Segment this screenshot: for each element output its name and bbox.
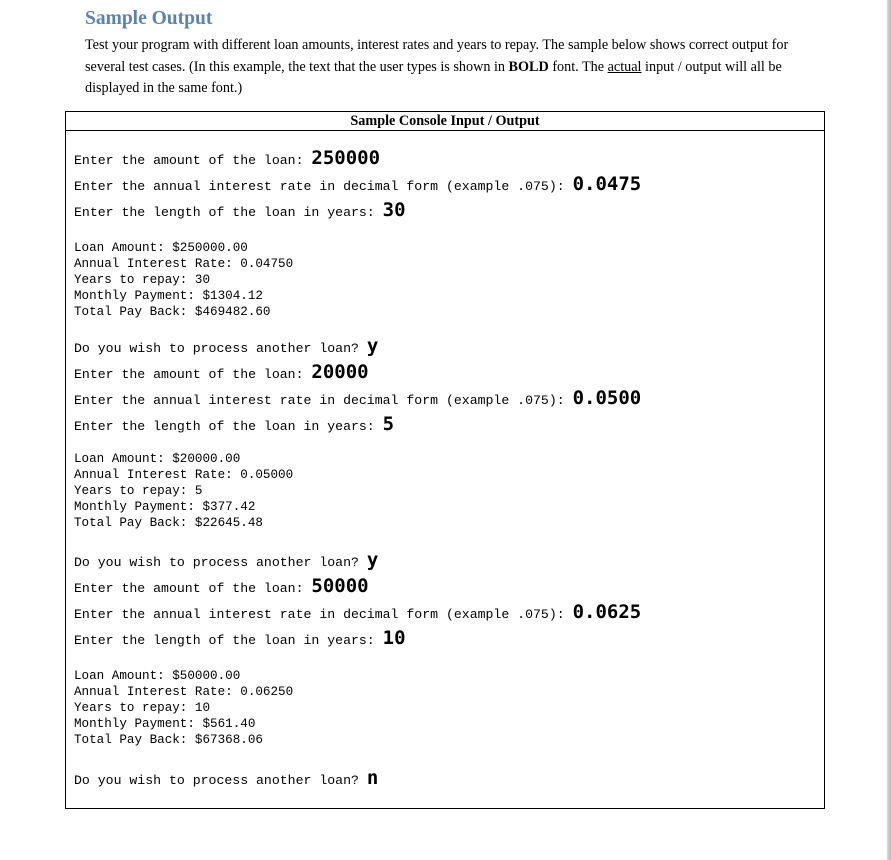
years-input: 5 <box>382 413 395 435</box>
loan-amount-output: Loan Amount: $50000.00 <box>74 669 241 683</box>
again-prompt-line <box>74 335 378 357</box>
rate-input: 0.0625 <box>572 601 642 623</box>
again-input: y <box>366 549 379 571</box>
again-input: n <box>366 767 379 789</box>
again-input: y <box>366 335 379 357</box>
amount-prompt-line <box>74 147 380 169</box>
intro-bold-word: BOLD <box>508 58 549 75</box>
years-input: 10 <box>382 627 406 649</box>
rate-prompt: Enter the annual interest rate in decimal form (example .075): <box>74 179 573 194</box>
amount-prompt: Enter the amount of the loan: <box>74 367 312 382</box>
years-output: Years to repay: 10 <box>74 701 211 715</box>
again-prompt: Do you wish to process another loan? <box>74 341 367 356</box>
years-output: Years to repay: 30 <box>74 273 211 287</box>
amount-prompt: Enter the amount of the loan: <box>74 581 312 596</box>
intro-text-3: input / output will all be displayed in the same font.) <box>85 58 782 96</box>
total-payback-output: Total Pay Back: $67368.06 <box>74 733 263 747</box>
years-prompt-line <box>74 627 406 649</box>
years-prompt: Enter the length of the loan in years: <box>74 633 383 648</box>
monthly-payment-output: Monthly Payment: $1304.12 <box>74 289 263 303</box>
rate-prompt-line <box>74 387 641 409</box>
interest-rate-output: Annual Interest Rate: 0.06250 <box>74 685 294 699</box>
again-prompt-line <box>74 549 378 571</box>
again-prompt: Do you wish to process another loan? <box>74 773 367 788</box>
amount-prompt: Enter the amount of the loan: <box>74 153 312 168</box>
years-prompt: Enter the length of the loan in years: <box>74 205 383 220</box>
again-prompt: Do you wish to process another loan? <box>74 555 367 570</box>
monthly-payment-output: Monthly Payment: $561.40 <box>74 717 256 731</box>
monthly-payment-output: Monthly Payment: $377.42 <box>74 500 256 514</box>
rate-prompt-line <box>74 173 641 195</box>
rate-prompt-line <box>74 601 641 623</box>
years-prompt-line <box>74 413 394 435</box>
rate-input: 0.0475 <box>572 173 642 195</box>
amount-input: 50000 <box>311 575 369 597</box>
amount-input: 250000 <box>311 147 381 169</box>
interest-rate-output: Annual Interest Rate: 0.05000 <box>74 468 294 482</box>
loan-amount-output: Loan Amount: $250000.00 <box>74 241 248 255</box>
amount-prompt-line <box>74 575 369 597</box>
years-output: Years to repay: 5 <box>74 484 203 498</box>
intro-text-2: font. The <box>548 58 608 75</box>
interest-rate-output: Annual Interest Rate: 0.04750 <box>74 257 294 271</box>
years-input: 30 <box>382 199 406 221</box>
years-prompt-line <box>74 199 406 221</box>
intro-underlined-word: actual <box>607 58 642 75</box>
console-title: Sample Console Input / Output <box>66 112 824 131</box>
intro-text-1: Test your program with different loan amounts, interest rates and years to repay. The sample below shows correct output for several test cases. (In this example, the text that the user types is shown in <box>85 37 789 75</box>
intro-paragraph <box>85 35 825 100</box>
loan-amount-output: Loan Amount: $20000.00 <box>74 452 241 466</box>
years-prompt: Enter the length of the loan in years: <box>74 419 383 434</box>
page-edge <box>887 0 891 860</box>
rate-prompt: Enter the annual interest rate in decimal form (example .075): <box>74 393 573 408</box>
total-payback-output: Total Pay Back: $22645.48 <box>74 516 263 530</box>
rate-prompt: Enter the annual interest rate in decimal form (example .075): <box>74 607 573 622</box>
again-prompt-line <box>74 767 378 789</box>
amount-prompt-line <box>74 361 369 383</box>
amount-input: 20000 <box>311 361 369 383</box>
total-payback-output: Total Pay Back: $469482.60 <box>74 305 271 319</box>
section-heading: Sample Output <box>85 8 213 29</box>
rate-input: 0.0500 <box>572 387 642 409</box>
